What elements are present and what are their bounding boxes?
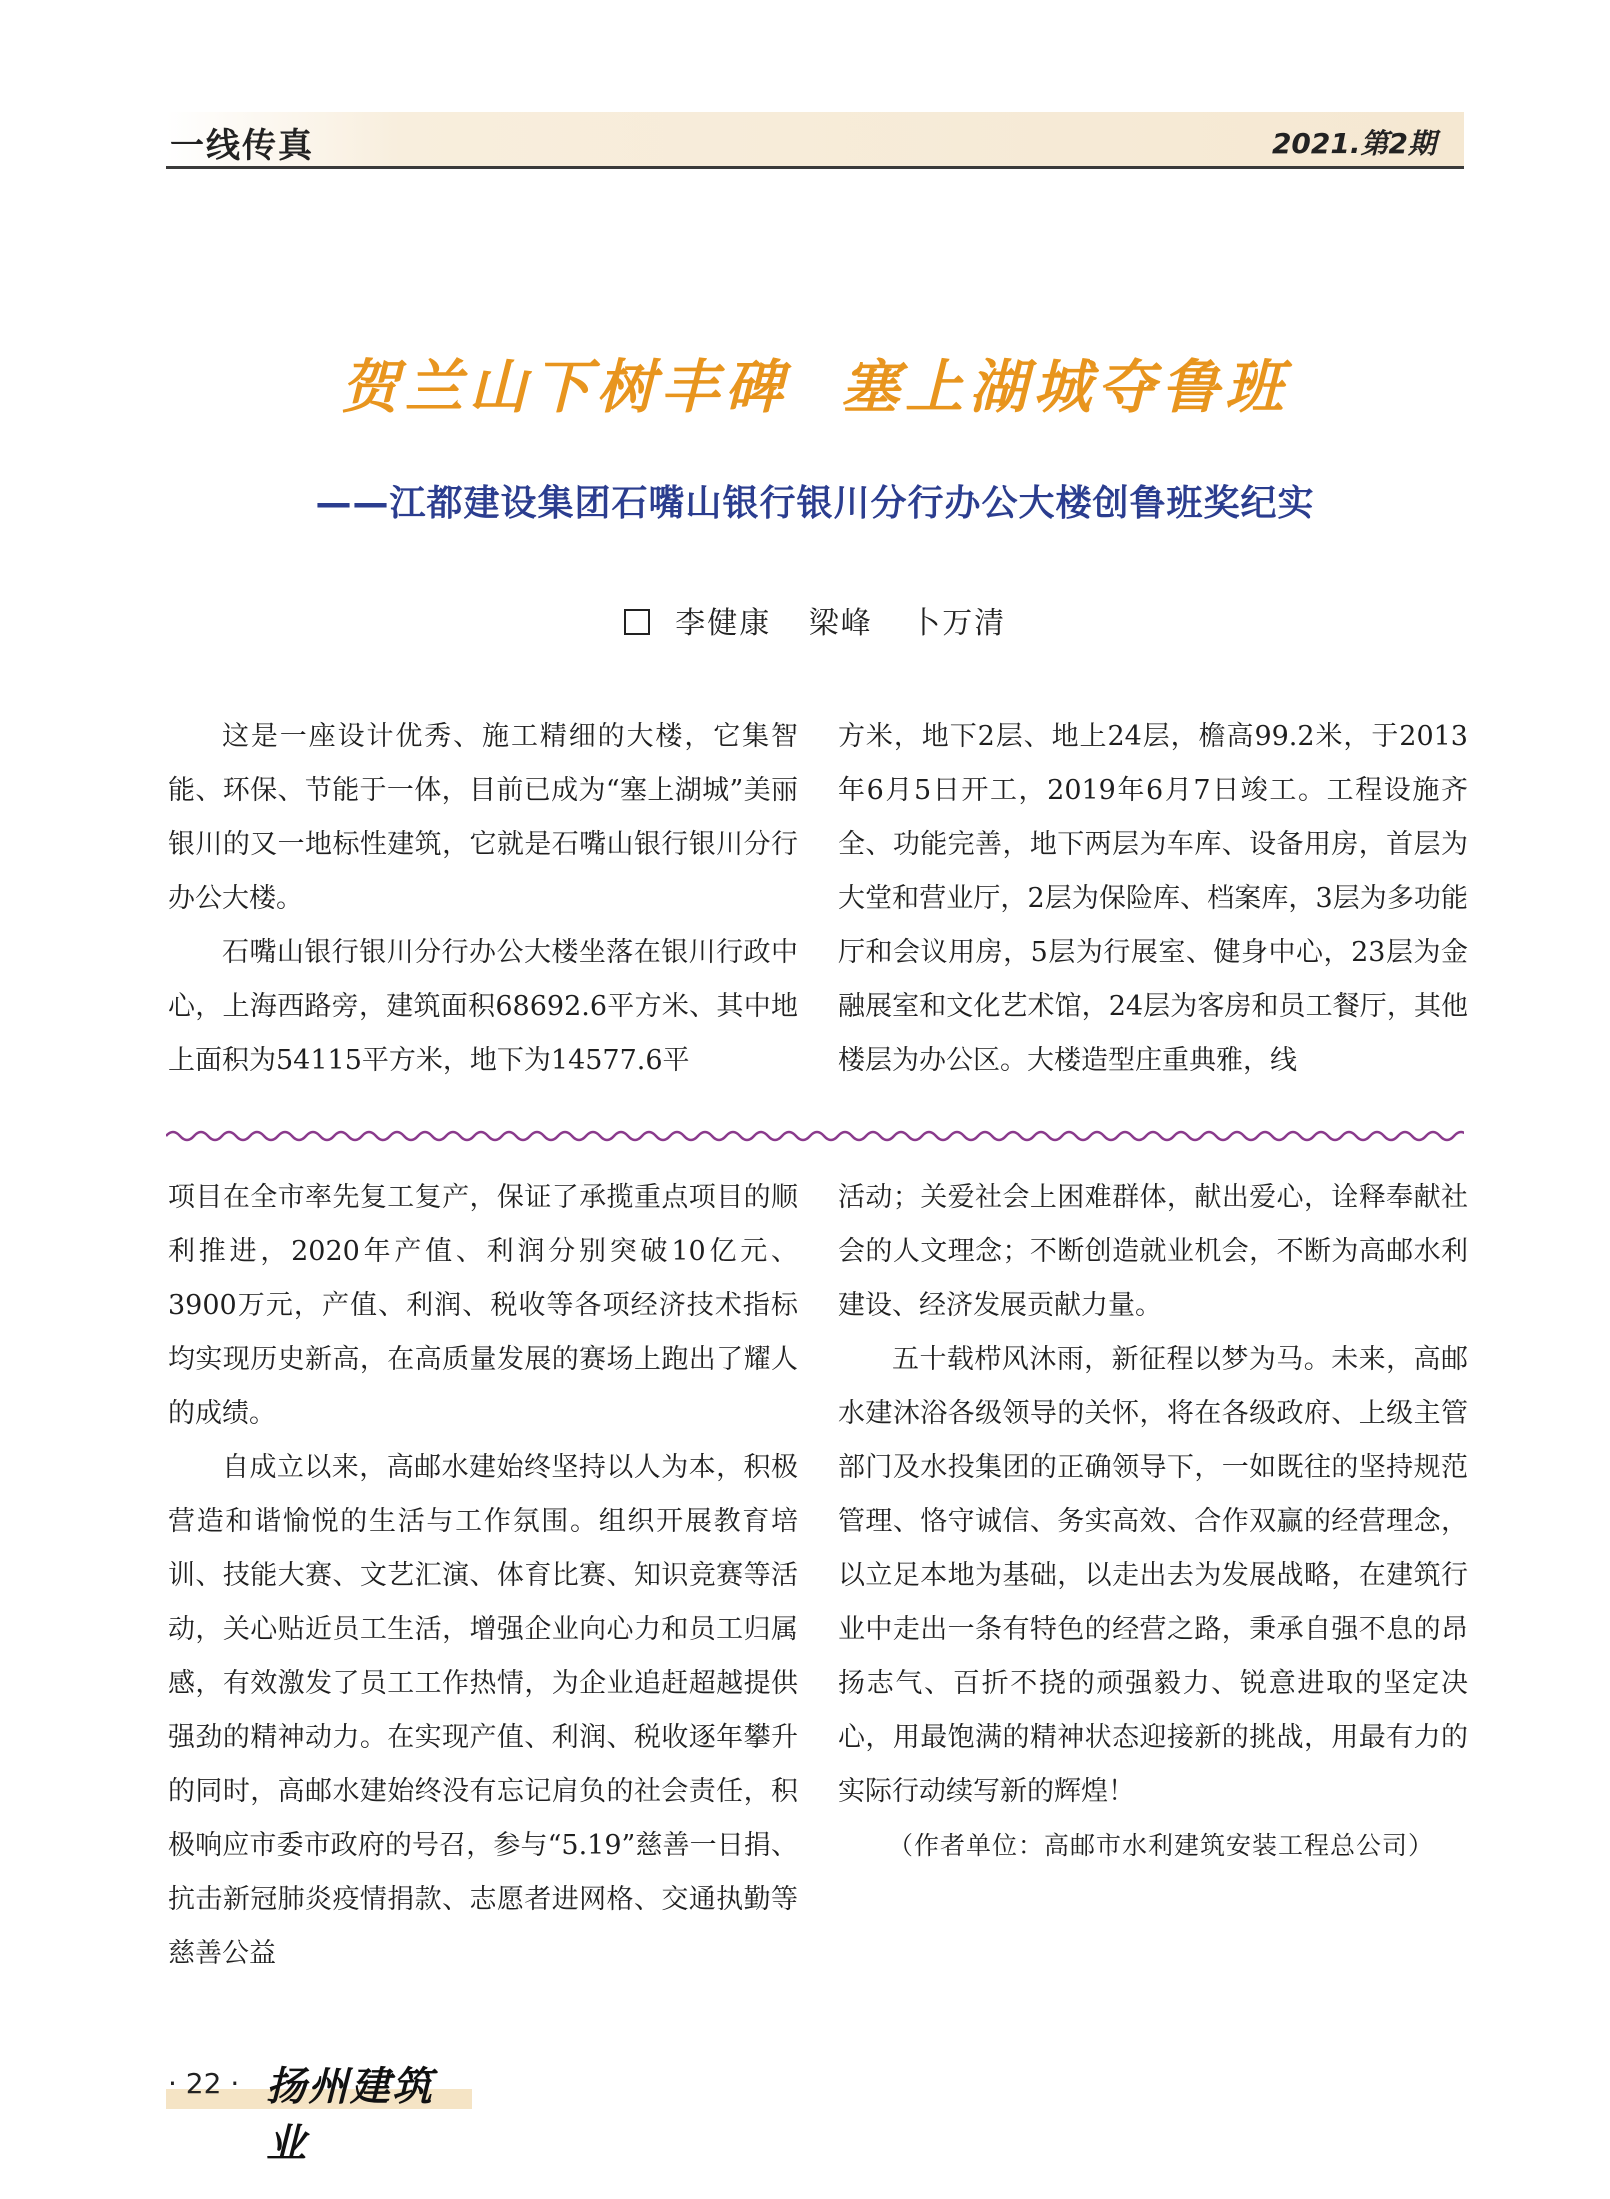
section-label: 一线传真 <box>170 126 314 166</box>
paragraph: 五十载栉风沐雨，新征程以梦为马。未来，高邮水建沐浴各级领导的关怀，将在各级政府、上级主管部门及水投集团的正确领导下，一如既往的坚持规范管理、恪守诚信、务实高效、合作双赢的经营理念，以立足本地为基础，以走出去为发展战略，在建筑行业中走出一条有特色的经营之路，秉承自强不息的昂扬志气、百折不挠的顽强毅力、锐意进取的坚定决心，用最饱满的精神状态迎接新的挑战，用最有力的实际行动续写新的辉煌！ <box>838 1344 1468 1807</box>
wavy-divider <box>166 1126 1464 1146</box>
page-number: · 22 · <box>168 2067 240 2100</box>
magazine-logo: 扬州建筑业 <box>266 2063 434 2167</box>
page-header <box>166 112 1464 169</box>
author-affiliation: （作者单位：高邮市水利建筑安装工程总公司） <box>888 1831 1435 1860</box>
continued-column-left <box>168 1171 798 1981</box>
continued-column-right <box>838 1171 1468 1873</box>
paragraph: 石嘴山银行银川分行办公大楼坐落在银川行政中心，上海西路旁，建筑面积68692.6平方米、其中地上面积为54115平方米，地下为14577.6平 <box>168 937 798 1076</box>
paragraph: 这是一座设计优秀、施工精细的大楼，它集智能、环保、节能于一体，目前已成为“塞上湖城”美丽银川的又一地标性建筑，它就是石嘴山银行银川分行办公大楼。 <box>168 721 798 914</box>
paragraph: 项目在全市率先复工复产，保证了承揽重点项目的顺利推进，2020年产值、利润分别突破10亿元、3900万元，产值、利润、税收等各项经济技术指标均实现历史新高，在高质量发展的赛场上跑出了耀人的成绩。 <box>168 1182 798 1429</box>
paragraph: 活动；关爱社会上困难群体，献出爱心，诠释奉献社会的人文理念；不断创造就业机会，不断为高邮水利建设、经济发展贡献力量。 <box>838 1182 1468 1321</box>
article-column-left <box>168 710 798 1088</box>
issue-label: 2021.第2期 <box>1271 127 1436 160</box>
author-line <box>166 598 1464 642</box>
author-name: 卜万清 <box>910 606 1007 641</box>
author-box-icon <box>624 609 650 635</box>
author-name: 李健康 <box>675 606 772 641</box>
article-subtitle: ——江都建设集团石嘴山银行银川分行办公大楼创鲁班奖纪实 <box>315 483 1315 524</box>
paragraph: 方米，地下2层、地上24层，檐高99.2米，于2013年6月5日开工，2019年6月7日竣工。工程设施齐全、功能完善，地下两层为车库、设备用房，首层为大堂和营业厅，2层为保险库、档案库，3层为多功能厅和会议用房，5层为行展室、健身中心，23层为金融展室和文化艺术馆，24层为客房和员工餐厅，其他楼层为办公区。大楼造型庄重典雅，线 <box>838 721 1468 1076</box>
article-title: 贺兰山下树丰碑 塞上湖城夺鲁班 <box>340 353 1290 421</box>
paragraph: 自成立以来，高邮水建始终坚持以人为本，积极营造和谐愉悦的生活与工作氛围。组织开展教育培训、技能大赛、文艺汇演、体育比赛、知识竞赛等活动，关心贴近员工生活，增强企业向心力和员工归属感，有效激发了员工工作热情，为企业追赶超越提供强劲的精神动力。在实现产值、利润、税收逐年攀升的同时，高邮水建始终没有忘记肩负的社会责任，积极响应市委市政府的号召，参与“5.19”慈善一日捐、抗击新冠肺炎疫情捐款、志愿者进网格、交通执勤等慈善公益 <box>168 1452 798 1969</box>
article-column-right <box>838 710 1468 1088</box>
author-name: 梁峰 <box>808 606 873 641</box>
page-footer <box>166 2055 472 2167</box>
